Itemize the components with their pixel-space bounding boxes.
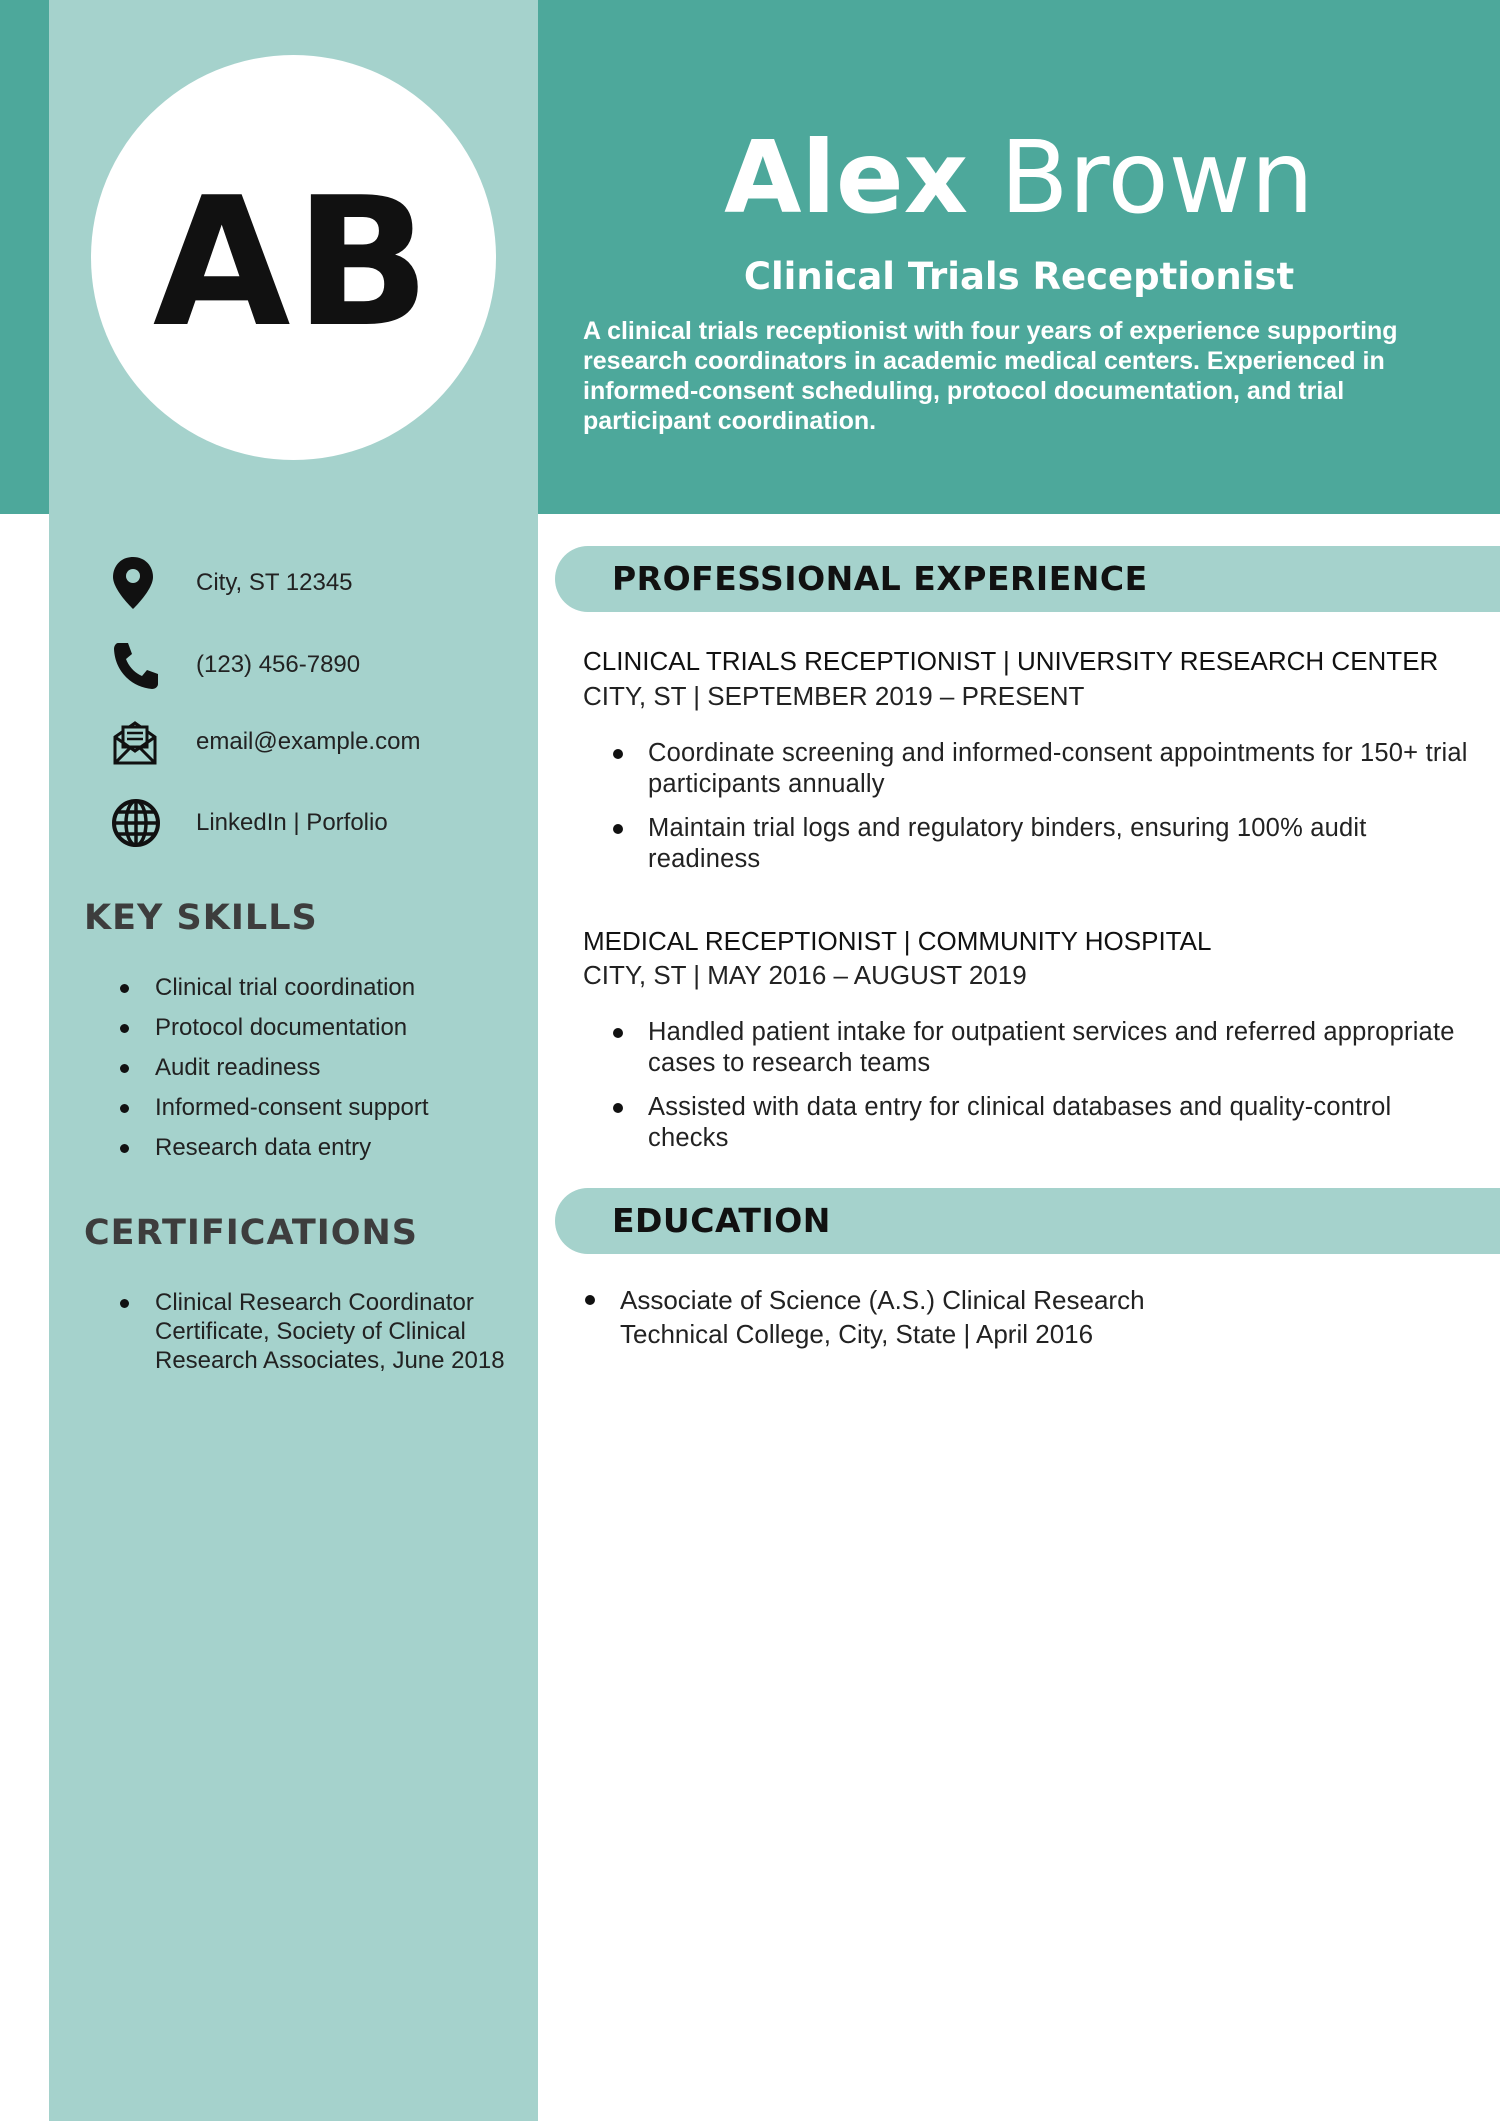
candidate-name xyxy=(538,118,1500,238)
education-degree: Associate of Science (A.S.) Clinical Research xyxy=(620,1285,1145,1315)
education-item xyxy=(583,1283,1443,1351)
contact-email xyxy=(110,712,530,772)
certifications-heading: CERTIFICATIONS xyxy=(84,1213,419,1253)
experience-heading: PROFESSIONAL EXPERIENCE xyxy=(612,559,1148,598)
job-bullet: Handled patient intake for outpatient services and referred appropriate cases to research teams xyxy=(611,1017,1471,1079)
education-school: Technical College, City, State | April 2016 xyxy=(620,1319,1094,1349)
last-name: Brown xyxy=(999,119,1314,236)
header-left-strip xyxy=(0,0,49,514)
job-bullets xyxy=(611,1017,1471,1167)
email-text: email@example.com xyxy=(196,728,421,755)
job-meta: CITY, ST | SEPTEMBER 2019 – PRESENT xyxy=(583,681,1085,711)
skill-item: Informed-consent support xyxy=(115,1088,510,1128)
contact-links xyxy=(110,793,530,853)
skill-item: Protocol documentation xyxy=(115,1008,510,1048)
map-pin-icon xyxy=(110,555,172,611)
globe-icon xyxy=(110,795,172,851)
job-title: MEDICAL RECEPTIONIST | COMMUNITY HOSPITAL xyxy=(583,926,1212,956)
first-name: Alex xyxy=(724,119,969,236)
education-heading: EDUCATION xyxy=(612,1201,831,1240)
contact-phone xyxy=(110,635,530,695)
job-bullet: Assisted with data entry for clinical databases and quality-control checks xyxy=(611,1092,1471,1154)
job-bullets xyxy=(611,738,1471,888)
contact-location xyxy=(110,553,530,613)
skill-item: Clinical trial coordination xyxy=(115,968,510,1008)
skills-heading: KEY SKILLS xyxy=(84,898,318,938)
skill-item: Audit readiness xyxy=(115,1048,510,1088)
skills-list xyxy=(115,968,510,1168)
headline-job-title: Clinical Trials Receptionist xyxy=(743,255,1295,298)
job-bullet: Maintain trial logs and regulatory binders, ensuring 100% audit readiness xyxy=(611,813,1471,875)
summary: A clinical trials receptionist with four years of experience supporting research coordinators in academic medical centers. Experienced in informed-consent scheduling, protocol documentation, and trial participant coordination. xyxy=(583,317,1398,435)
phone-text: (123) 456-7890 xyxy=(196,651,361,678)
certification-item: Clinical Research Coordinator Certificate, Society of Clinical Research Associates, June 2018 xyxy=(115,1288,510,1375)
job-bullet: Coordinate screening and informed-consent appointments for 150+ trial participants annually xyxy=(611,738,1471,800)
avatar-initials: AB xyxy=(152,159,435,366)
envelope-icon xyxy=(110,714,172,770)
job-title: CLINICAL TRIALS RECEPTIONIST | UNIVERSITY RESEARCH CENTER xyxy=(583,646,1439,676)
avatar xyxy=(91,55,496,460)
skill-item: Research data entry xyxy=(115,1128,510,1168)
job-meta: CITY, ST | MAY 2016 – AUGUST 2019 xyxy=(583,960,1027,990)
phone-icon xyxy=(110,637,172,693)
education-list xyxy=(583,1283,1443,1351)
certifications-list xyxy=(115,1288,510,1375)
links-text: LinkedIn | Porfolio xyxy=(196,809,388,836)
location-text: City, ST 12345 xyxy=(196,569,353,596)
